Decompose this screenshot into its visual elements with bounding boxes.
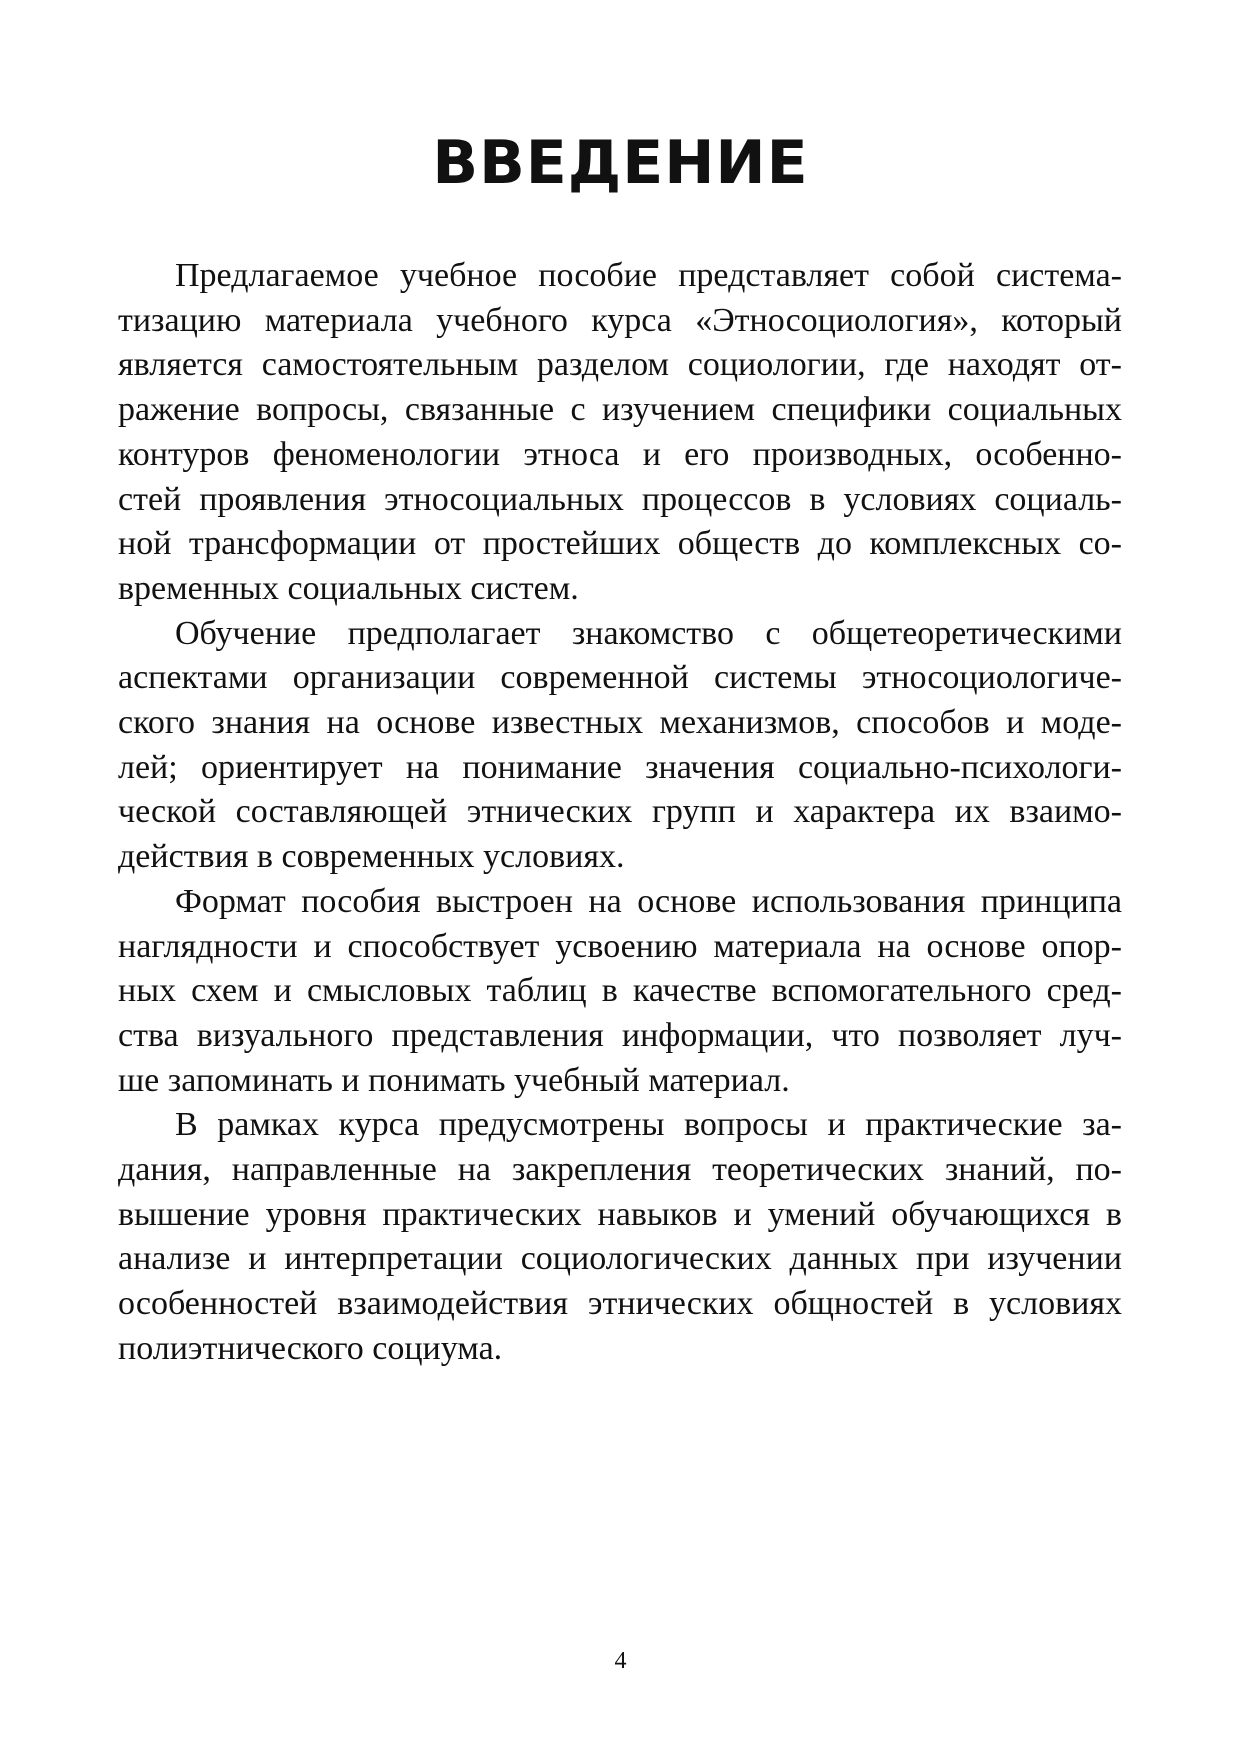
paragraph-1 (118, 254, 1122, 612)
paragraph-3 (118, 880, 1122, 1104)
text-line: действия в современных условиях. (118, 838, 625, 876)
text-line: тизацию материала учебного курса «Этносоциология», который (118, 301, 1122, 339)
text-line: контуров феноменологии этноса и его производных, особенно- (118, 435, 1122, 473)
text-line: ческой составляющей этнических групп и характера их взаимо- (118, 793, 1122, 831)
page-title: ВВЕДЕНИЕ (432, 128, 809, 198)
text-line: ных схем и смысловых таблиц в качестве вспомогательного сред- (118, 972, 1122, 1010)
text-line: является самостоятельным разделом социологии, где находят от- (118, 346, 1122, 384)
body-text (118, 254, 1122, 1372)
text-line: ражение вопросы, связанные с изучением специфики социальных (118, 391, 1122, 429)
text-line: ной трансформации от простейших обществ до комплексных со- (118, 525, 1122, 563)
text-line: Формат пособия выстроен на основе использования принципа (175, 882, 1122, 920)
text-line: наглядности и способствует усвоению материала на основе опор- (118, 927, 1122, 965)
text-line: полиэтнического социума. (118, 1329, 503, 1367)
text-line: ше запоминать и понимать учебный материал. (118, 1061, 790, 1099)
text-line: Предлагаемое учебное пособие представляет собой система- (175, 257, 1122, 294)
page-number: 4 (614, 1648, 627, 1674)
text-line: лей; ориентирует на понимание значения социально-психологи- (118, 748, 1122, 786)
text-line: вышение уровня практических навыков и умений обучающихся в (118, 1195, 1122, 1233)
text-line: стей проявления этносоциальных процессов в условиях социаль- (118, 480, 1122, 518)
text-line: аспектами организации современной системы этносоциологиче- (118, 659, 1122, 697)
text-line: особенностей взаимодействия этнических общностей в условиях (118, 1285, 1122, 1323)
text-line: ства визуального представления информации, что позволяет луч- (118, 1016, 1122, 1054)
text-line: временных социальных систем. (118, 569, 579, 607)
text-line: анализе и интерпретации социологических данных при изучении (118, 1240, 1122, 1278)
text-line: ского знания на основе известных механизмов, способов и моде- (118, 704, 1122, 742)
text-line: дания, направленные на закрепления теоретических знаний, по- (118, 1151, 1122, 1189)
text-line: Обучение предполагает знакомство с общетеоретическими (175, 614, 1122, 652)
paragraph-4 (118, 1103, 1122, 1371)
text-line: В рамках курса предусмотрены вопросы и практические за- (175, 1106, 1122, 1144)
paragraph-2 (118, 612, 1122, 880)
